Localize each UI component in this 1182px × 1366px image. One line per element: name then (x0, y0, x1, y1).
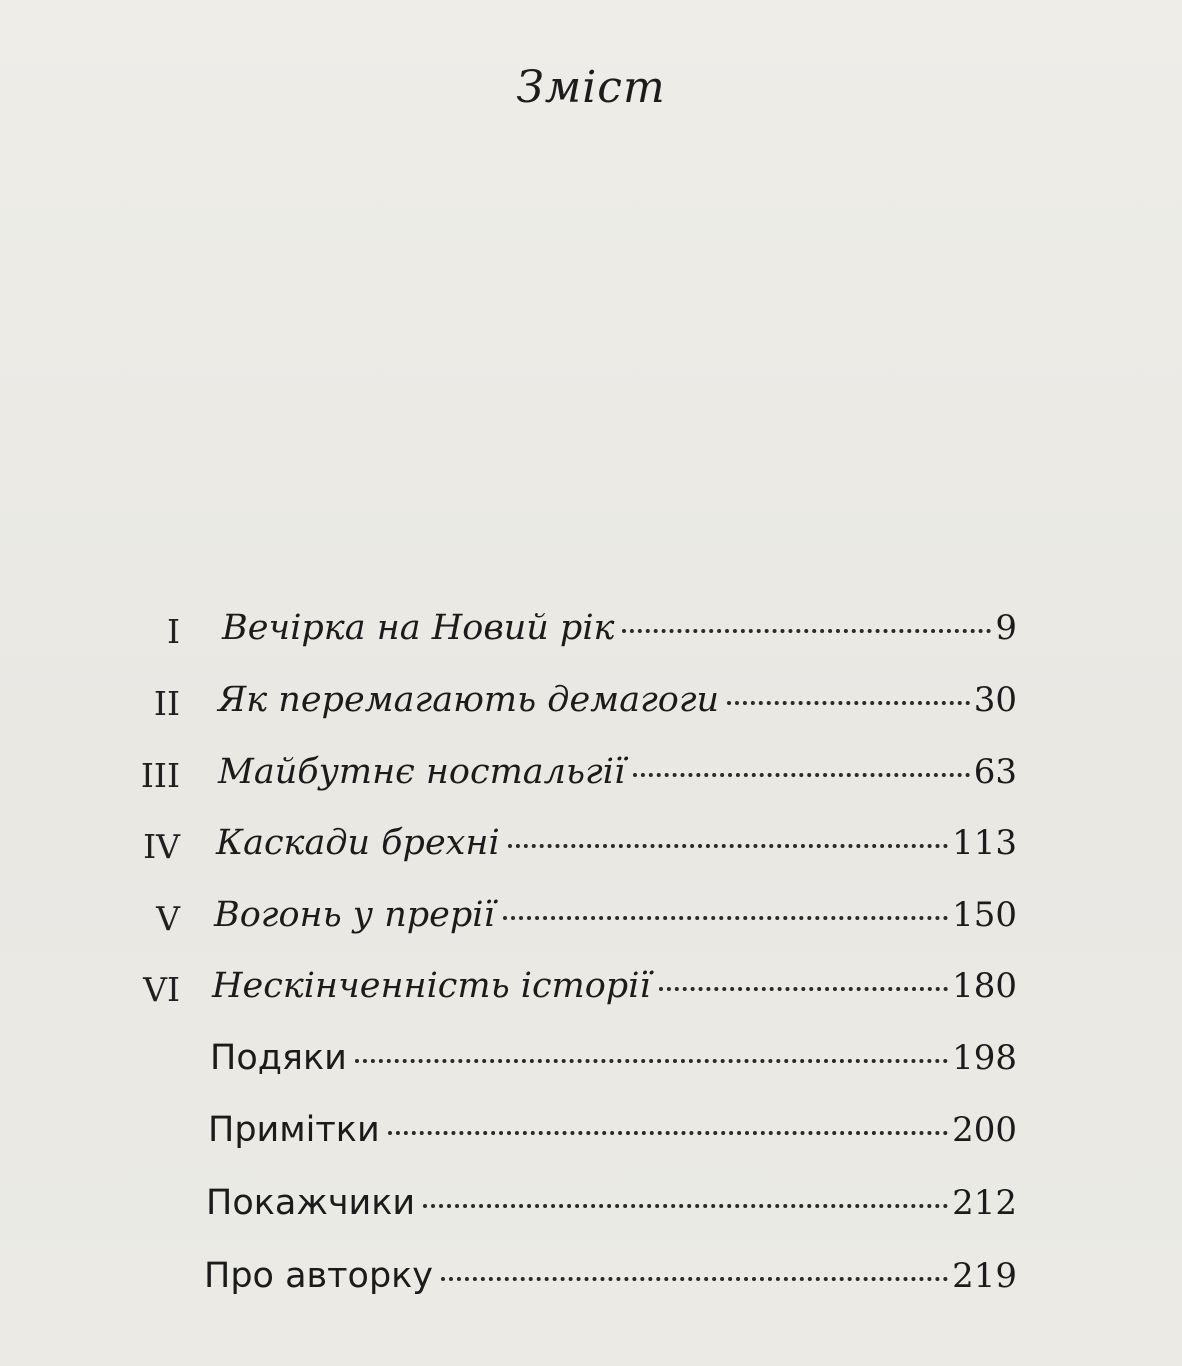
toc-entry[interactable] (0, 600, 1182, 660)
dot-leader (503, 916, 948, 920)
toc-entry-line (208, 1110, 1017, 1150)
page-number: 30 (973, 680, 1017, 720)
chapter-numeral: IV (143, 827, 180, 866)
toc-entry-line (216, 823, 1017, 863)
toc-entry-line (206, 1183, 1017, 1223)
chapter-numeral: VI (143, 970, 180, 1009)
toc-entry[interactable] (0, 1030, 1182, 1090)
toc-entry[interactable] (0, 1248, 1182, 1308)
toc-entry-line (204, 1256, 1017, 1296)
toc-entry-line (212, 966, 1017, 1006)
chapter-title: Нескінченність історії (212, 966, 651, 1006)
toc-entry[interactable] (0, 1102, 1182, 1162)
toc-entry-line (218, 680, 1017, 720)
toc-entry-line (222, 608, 1017, 648)
page-number: 63 (973, 752, 1017, 792)
chapter-title: Майбутнє ностальгії (218, 752, 626, 792)
toc-entry[interactable] (0, 744, 1182, 804)
dot-leader (388, 1131, 948, 1135)
page-number: 150 (952, 895, 1017, 935)
chapter-numeral: V (156, 899, 180, 938)
toc-entry[interactable] (0, 672, 1182, 732)
chapter-title: Вогонь у прерії (214, 895, 495, 935)
section-title: Про авторку (204, 1256, 434, 1296)
chapter-title: Каскади брехні (216, 823, 500, 863)
chapter-numeral: I (166, 612, 180, 651)
toc-entry[interactable] (0, 887, 1182, 947)
page-number: 180 (952, 966, 1017, 1006)
page-number: 219 (952, 1256, 1017, 1296)
dot-leader (508, 844, 948, 848)
dot-leader (633, 773, 970, 777)
chapter-title: Вечірка на Новий рік (222, 608, 615, 648)
page-number: 212 (952, 1183, 1017, 1223)
dot-leader (727, 701, 970, 705)
page-number: 198 (952, 1038, 1017, 1078)
page-number: 113 (952, 823, 1017, 863)
section-title: Покажчики (206, 1183, 416, 1223)
chapter-title: Як перемагають демагоги (218, 680, 720, 720)
dot-leader (659, 987, 949, 991)
toc-entry-line (210, 1038, 1017, 1078)
chapter-numeral: III (140, 756, 180, 795)
chapter-numeral: II (153, 684, 180, 723)
section-title: Подяки (210, 1038, 347, 1078)
page-number: 200 (952, 1110, 1017, 1150)
toc-entry[interactable] (0, 815, 1182, 875)
toc-entry[interactable] (0, 958, 1182, 1018)
toc-entry-line (214, 895, 1017, 935)
dot-leader (355, 1059, 948, 1063)
page-number: 9 (995, 608, 1017, 648)
dot-leader (622, 629, 991, 633)
section-title: Примітки (208, 1110, 380, 1150)
page-title: Зміст (516, 62, 666, 113)
dot-leader (423, 1204, 948, 1208)
toc-entry-line (218, 752, 1017, 792)
toc-entry[interactable] (0, 1175, 1182, 1235)
dot-leader (441, 1277, 948, 1281)
